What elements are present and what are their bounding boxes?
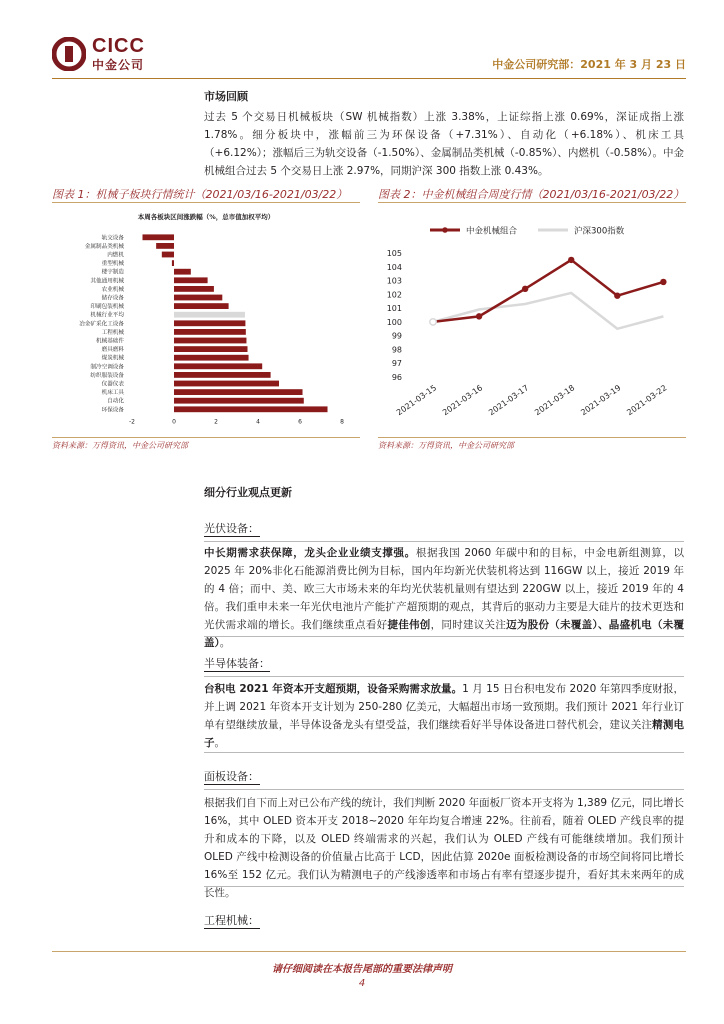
construction-heading: 工程机械： (204, 914, 259, 927)
chart1-category-label: 自动化 (107, 398, 124, 405)
chart2-x-tick: 2021-03-17 (487, 383, 531, 418)
chart2-y-tick: 105 (386, 249, 402, 258)
chart1-category-label: 煤炭机械 (101, 355, 124, 362)
chart1-bar (156, 243, 174, 249)
chart1-category-label: 其他通用机械 (90, 278, 124, 285)
chart1-category-label: 农业机械 (101, 286, 124, 293)
chart2-legend-marker (442, 227, 448, 233)
chart2-x-tick: 2021-03-16 (440, 383, 485, 418)
chart1-x-tick: 4 (256, 418, 260, 426)
figure1-bottom-rule (52, 437, 360, 438)
chart2-y-tick: 96 (391, 373, 402, 382)
chart1-category-label: 纺织服装设备 (90, 372, 124, 379)
chart1-bar (174, 320, 245, 326)
chart1-category-label: 楼宇制造 (101, 269, 124, 276)
chart2-index-start-point (430, 319, 436, 325)
header-divider (52, 78, 686, 79)
chart1-category-label: 磨具磨料 (101, 347, 124, 354)
chart2-point (614, 293, 620, 299)
chart1-category-label: 金属制品类机械 (84, 243, 124, 250)
panel-box-top (204, 789, 684, 790)
pv-text3: 。 (219, 637, 231, 649)
chart1-category-label: 冶金矿采化工设备 (79, 321, 124, 328)
chart1-bar (174, 338, 246, 344)
cicc-logo-icon (52, 37, 86, 71)
figure2-bottom-rule (378, 437, 686, 438)
chart1-bar (174, 277, 208, 283)
pv-lead: 中长期需求获保障，龙头企业业绩支撑强。 (204, 547, 416, 559)
figure2-title: 图表 2：中金机械组合周度行情（2021/03/16-2021/03/22） (378, 188, 685, 201)
chart1-bar (174, 286, 214, 292)
legal-notice: 请仔细阅读在本报告尾部的重要法律声明 (272, 964, 452, 975)
semi-stock1: 精测电子 (204, 719, 685, 749)
figure2-title-rule (378, 202, 686, 203)
chart2-x-tick: 2021-03-15 (394, 383, 439, 418)
logo-cn-text: 中金公司 (92, 58, 145, 72)
chart2-x-tick: 2021-03-18 (533, 383, 577, 418)
chart2-x-tick: 2021-03-22 (625, 383, 669, 418)
segments-title: 细分行业观点更新 (204, 486, 292, 499)
chart2-x-tick: 2021-03-19 (579, 383, 623, 418)
semi-box-bottom (204, 752, 684, 753)
chart2-legend-label: 中金机械组合 (466, 226, 518, 237)
footer-divider (52, 951, 686, 952)
chart2-point (660, 279, 666, 285)
chart2-y-tick: 101 (386, 304, 402, 314)
chart2-series-line (433, 293, 663, 329)
chart1-category-label: 工程机械 (101, 329, 124, 336)
sector-performance-chart (52, 205, 360, 433)
pv-stock2: 迈为股份（未覆盖）、晶盛机电（未覆盖） (204, 619, 685, 649)
chart1-bar (174, 389, 303, 395)
chart1-x-tick: -2 (129, 418, 135, 426)
report-date-header: 中金公司研究部：2021 年 3 月 23 日 (492, 58, 686, 71)
figure1-source: 资料来源：万得资讯，中金公司研究部 (52, 441, 188, 450)
chart1-category-label: 轨交设备 (101, 235, 124, 242)
chart1-x-tick: 8 (340, 418, 344, 426)
chart1-category-label: 印刷包装机械 (90, 304, 124, 311)
chart1-bar (174, 329, 246, 335)
portfolio-weekly-chart (378, 205, 686, 433)
chart2-y-tick: 100 (386, 317, 402, 327)
chart1-bar (174, 355, 249, 361)
chart1-bar (174, 303, 229, 309)
chart2-y-tick: 103 (386, 276, 402, 286)
construction-heading-underline (204, 928, 260, 929)
semi-text2: 。 (214, 737, 225, 749)
chart1-bar (174, 346, 248, 352)
semi-lead: 台积电 2021 年资本开支超预期，设备采购需求放量。 (204, 683, 463, 695)
pv-box-bottom (204, 636, 684, 637)
chart2-y-tick: 102 (386, 290, 402, 300)
chart2-y-tick: 99 (391, 331, 402, 341)
semi-heading: 半导体装备： (204, 657, 270, 670)
chart1-x-tick: 2 (214, 418, 218, 426)
chart1-bar (174, 363, 262, 369)
chart1-bar (162, 252, 174, 258)
chart1-category-label: 机械基础件 (96, 338, 124, 345)
panel-heading-underline (204, 784, 260, 785)
semi-paragraph (204, 680, 684, 752)
page-number: 4 (358, 978, 366, 989)
chart1-x-tick: 0 (172, 418, 176, 426)
chart1-category-label: 环保设备 (101, 407, 124, 414)
chart1-category-label: 仪器仪表 (101, 381, 124, 388)
semi-text1: 1 月 15 日台积电发布 2020 年第四季度财报，并上调 2021 年资本开支计划为 250-280 亿美元，大幅超出市场一致预期。我们预计 2021 年行业订单有望继续放量，半导体设备龙头有望受益，我们继续看好半导体设备进口替代机会，建议关注 (204, 683, 684, 731)
chart1-bar (174, 269, 191, 275)
chart1-x-tick: 6 (298, 418, 302, 426)
chart2-y-tick: 98 (391, 345, 402, 355)
chart1-bar (174, 406, 328, 412)
chart2-y-tick: 97 (391, 359, 402, 369)
chart1-category-label: 机械行业平均 (90, 312, 124, 319)
chart1-bar (174, 295, 222, 301)
panel-paragraph: 根据我们自下而上对已公布产线的统计，我们判断 2020 年面板厂资本开支将为 1,389 亿元，同比增长 16%，其中 OLED 资本开支 2018~2020 年年均复合增速 22%。往前看，随着 OLED 产线良率的提升和成本的下降，以及 OLED 终端需求的兴起，我们认为 OLED 产线有可能继续增加。我们预计 OLED 产线中检测设备的价值量占比高于 LCD，因此估算 2020e 面板检测设备的市场空间将同比增长 16%至 152 亿元。我们认为精测电子的产线渗透率和市场占有率有望逐步提升，看好其未来两年的成长性。 (204, 797, 684, 899)
semi-heading-underline (204, 671, 270, 672)
figure1-title-rule (52, 202, 360, 203)
pv-stock1: 捷佳伟创 (387, 619, 431, 631)
chart1-bar (174, 398, 304, 404)
chart1-category-label: 内燃机 (107, 252, 124, 259)
pv-text1: 根据我国 2060 年碳中和的目标，中金电新组测算，以 2025 年 20%非化石能源消费比例为目标，国内年均新光伏装机将达到 116GW 以上，接近 2019 年的 4 倍；而中、美、欧三大市场未来的年均光伏装机量则有望达到 220GW 以上，接近 2019 年的 4 倍。我们重申未来一年光伏电池片产能扩产超预期的观点，其背后的驱动力主要是大硅片的技术更迭和光伏需求端的增长。我们继续重点看好 (204, 547, 684, 631)
chart2-point (522, 286, 528, 292)
chart1-category-label: 机床工具 (101, 390, 124, 397)
chart1-bar (172, 260, 174, 266)
chart2-point (568, 257, 574, 263)
chart1-title: 本周各板块区间涨跌幅（%，总市值加权平均） (137, 213, 275, 221)
pv-heading-underline (204, 536, 260, 537)
panel-heading: 面板设备： (204, 770, 259, 783)
figure2-source: 资料来源：万得资讯，中金公司研究部 (378, 441, 514, 450)
chart1-bar (143, 234, 175, 240)
pv-text2: ，同时建议关注 (430, 619, 507, 631)
market-review-title: 市场回顾 (204, 90, 248, 103)
semi-box-top (204, 676, 684, 677)
chart2-point (476, 313, 482, 319)
chart2-legend-label: 沪深300指数 (574, 226, 625, 237)
market-review-text: 过去 5 个交易日机械板块（SW 机械指数）上涨 3.38%，上证综指上涨 0.69%，深证成指上涨 1.78%。细分板块中，涨幅前三为环保设备（+7.31%）、自动化（+6.18%）、机床工具（+6.12%）；涨幅后三为轨交设备（-1.50%）、金属制品类机械（-0.85%）、内燃机（-0.58%）。中金机械组合过去 5 个交易日上涨 2.97%，同期沪深 300 指数上涨 0.43%。 (204, 111, 684, 177)
figure1-title: 图表 1：机械子板块行情统计（2021/03/16-2021/03/22） (52, 188, 348, 201)
logo-text: CICC (92, 35, 145, 57)
chart1-bar (174, 312, 245, 318)
chart1-category-label: 储存设备 (101, 295, 124, 302)
chart1-category-label: 制冷空调设备 (90, 364, 124, 371)
pv-heading: 光伏设备： (204, 522, 259, 535)
pv-box-top (204, 541, 684, 542)
panel-box-bottom (204, 886, 684, 887)
chart1-bar (174, 372, 271, 378)
chart1-bar (174, 381, 279, 387)
chart1-category-label: 重型机械 (101, 261, 124, 268)
chart2-y-tick: 104 (386, 262, 402, 272)
